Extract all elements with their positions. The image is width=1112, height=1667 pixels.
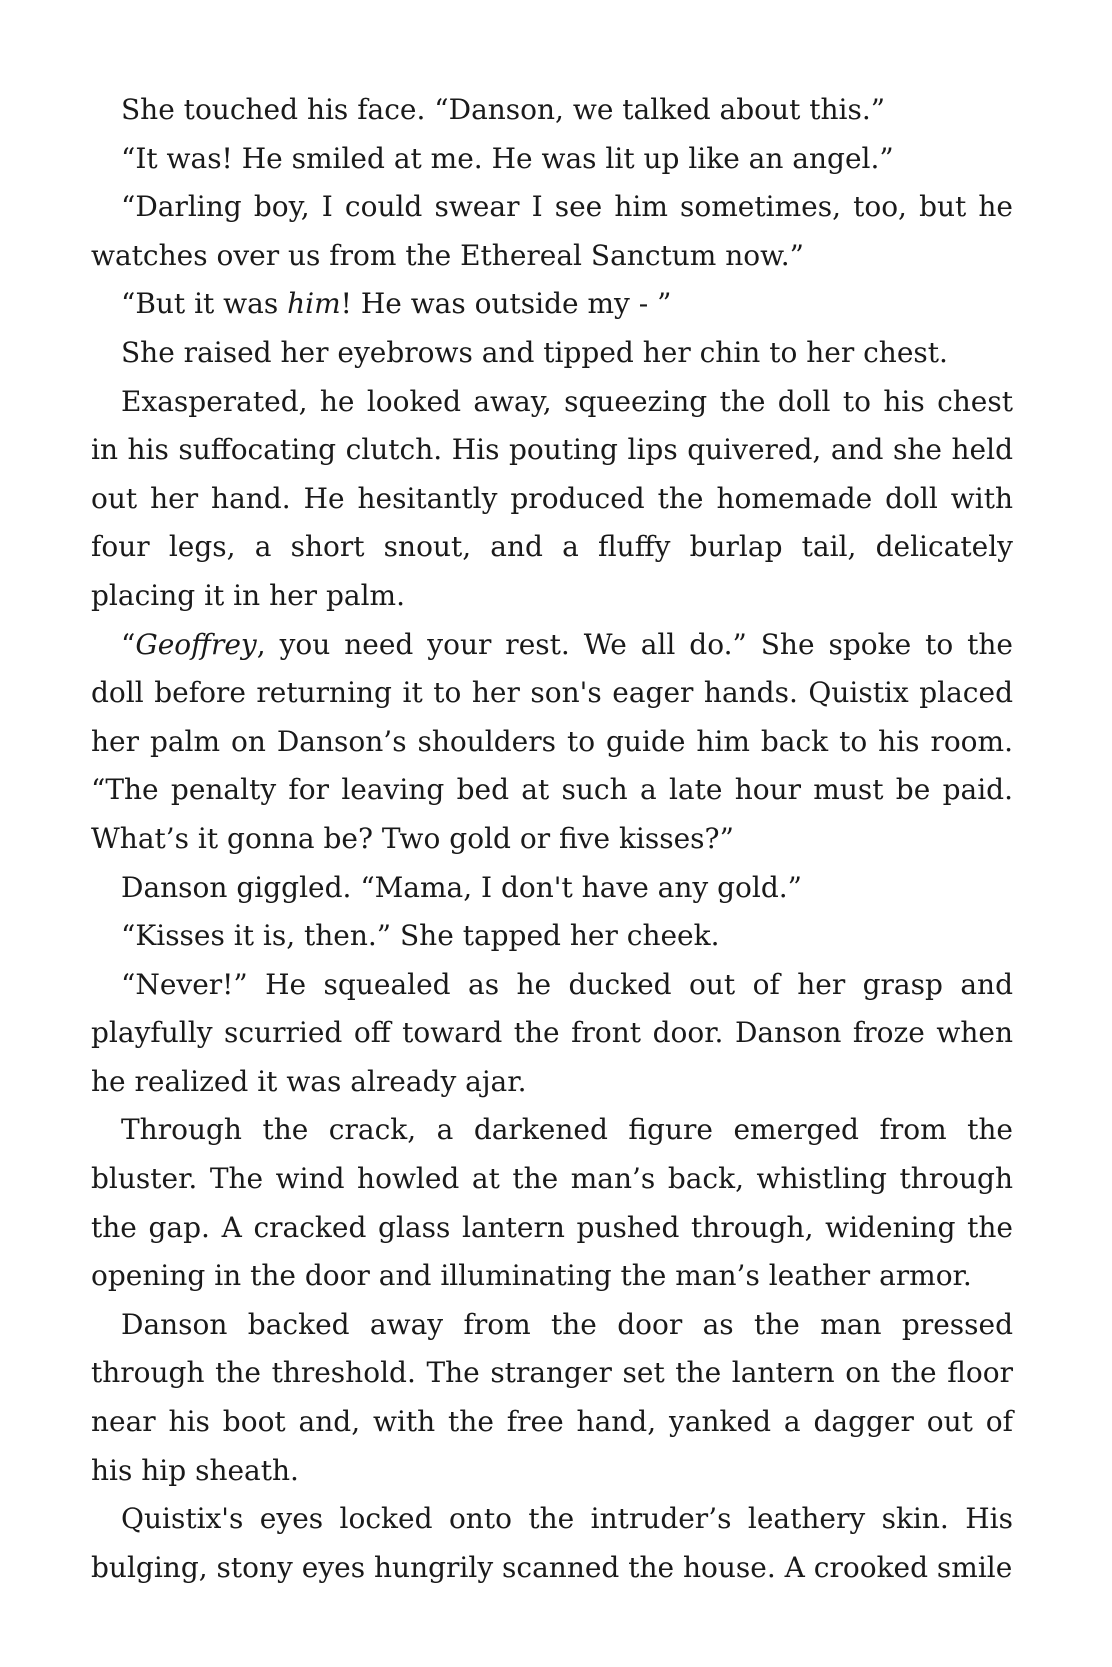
paragraph-1: She touched his face. “Danson, we talked about this.”	[121, 93, 886, 126]
paragraph-5: She raised her eyebrows and tipped her chin to her chest.	[121, 335, 948, 369]
paragraph-11: Through the crack, a darkened figure emerged from the bluster. The wind howled at the man’s back, whistling through the gap. A cracked glass lantern pushed through, widening the opening in the door and illuminating the man’s leather armor.	[91, 1113, 1013, 1293]
book-page	[91, 86, 1013, 1592]
paragraph-4: “But it was him! He was outside my - ”	[121, 287, 672, 321]
paragraph-10: “Never!” He squealed as he ducked out of her grasp and playfully scurried off toward the front door. Danson froze when he realized it was already ajar.	[91, 967, 1013, 1098]
paragraph-7: “Geoffrey, you need your rest. We all do.” She spoke to the doll before returning it to her son's eager hands. Quistix placed her palm on Danson’s shoulders to guide him back to his room. “The penalty for leaving bed at such a late hour must be paid. What’s it gonna be? Two gold or five kisses?”	[91, 627, 1013, 855]
italic-emphasis: him	[287, 287, 341, 321]
paragraph-13: Quistix's eyes locked onto the intruder’s leathery skin. His bulging, stony eyes hungrily scanned the house. A crooked smile	[91, 1502, 1013, 1584]
paragraph-9: “Kisses it is, then.” She tapped her cheek.	[121, 919, 720, 953]
italic-emphasis: Geoffrey	[135, 627, 257, 661]
paragraph-2: “It was! He smiled at me. He was lit up like an angel.”	[121, 141, 894, 175]
paragraph-6: Exasperated, he looked away, squeezing the doll to his chest in his suffocating clutch. His pouting lips quivered, and she held out her hand. He hesitantly produced the homemade doll with four legs, a short snout, and a fluffy burlap tail, delicately placing it in her palm.	[91, 384, 1013, 612]
paragraph-12: Danson backed away from the door as the man pressed through the threshold. The stranger set the lantern on the floor near his boot and, with the free hand, yanked a dagger out of his hip sheath.	[91, 1307, 1013, 1487]
paragraph-3: “Darling boy, I could swear I see him sometimes, too, but he watches over us from the Ethereal Sanctum now.”	[91, 190, 1013, 272]
paragraph-8: Danson giggled. “Mama, I don't have any gold.”	[121, 870, 802, 904]
